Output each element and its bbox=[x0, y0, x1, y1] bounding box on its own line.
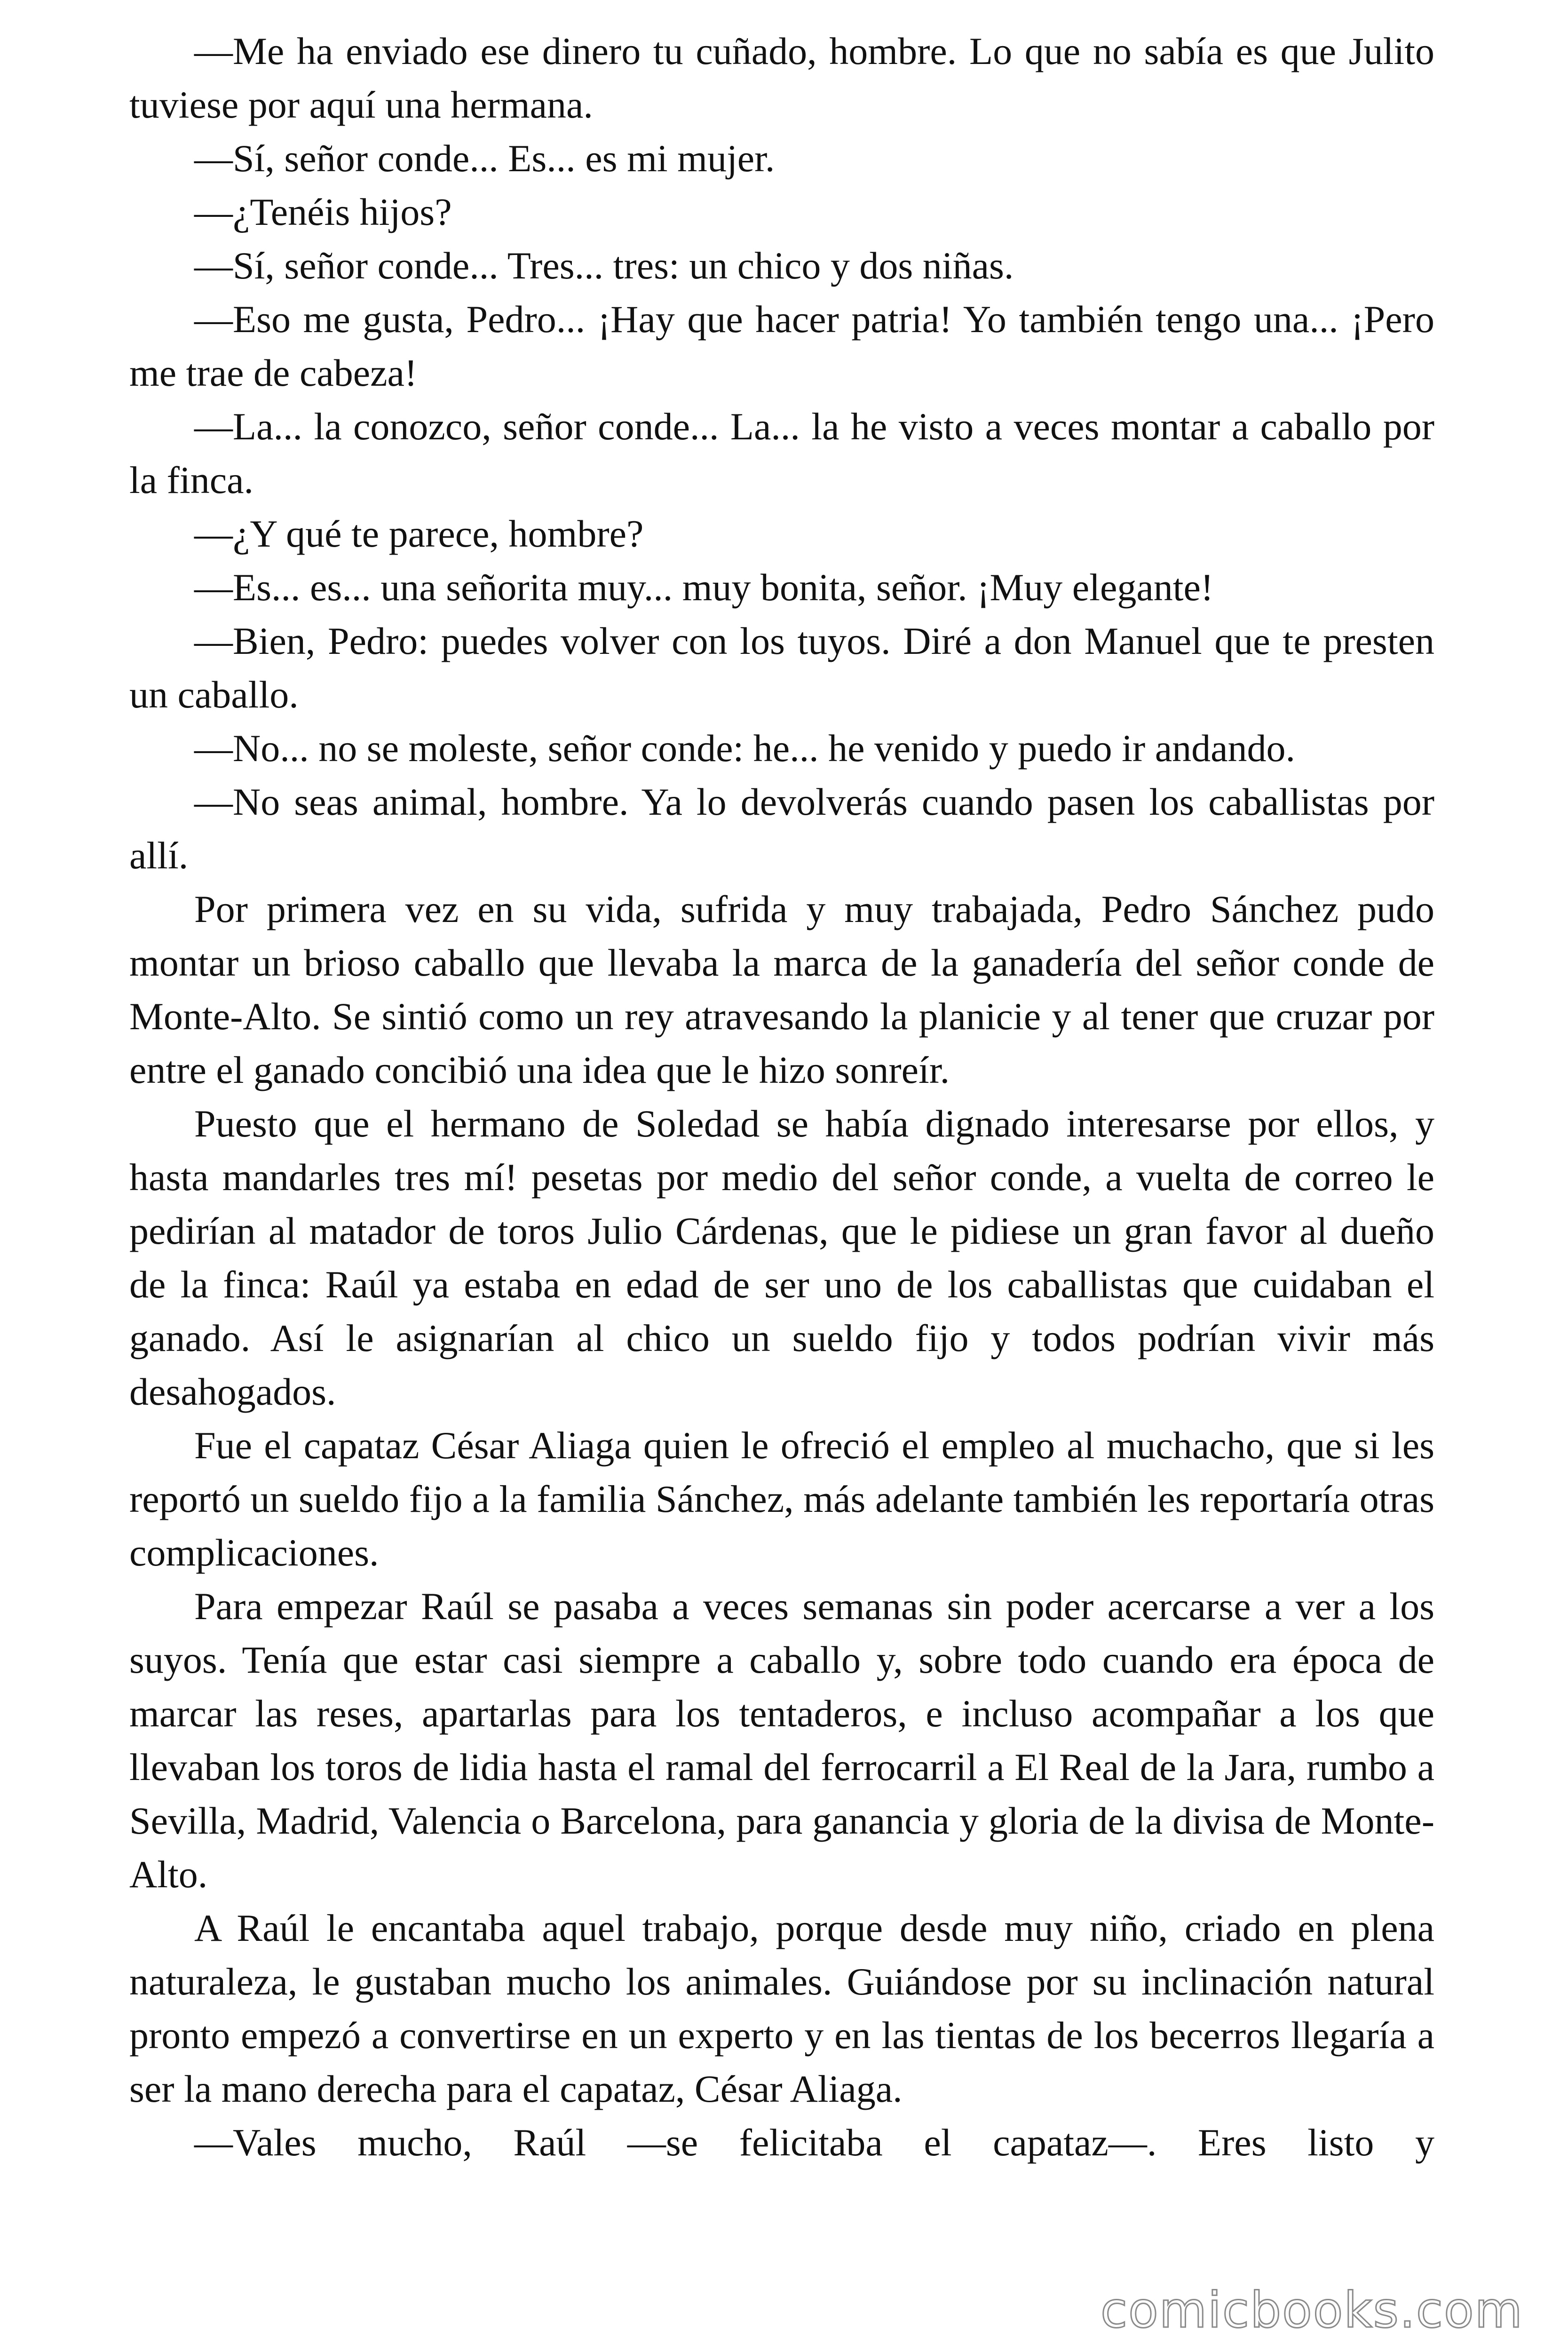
book-page bbox=[129, 24, 1434, 2169]
paragraph: —¿Y qué te parece, hombre? bbox=[194, 512, 644, 555]
paragraph: Puesto que el hermano de Soledad se había dignado interesarse por ellos, y hasta mandarles tres mí! pesetas por medio del señor conde, a vuelta de correo le pedirían al matador de toros Julio Cárdenas, que le pidiese un gran favor al dueño de la finca: Raúl ya estaba en edad de ser uno de los caballistas que cuidaban el ganado. Así le asignarían al chico un sueldo fijo y todos podrían vivir más desahogados. bbox=[129, 1102, 1434, 1413]
paragraph: —Sí, señor conde... Tres... tres: un chico y dos niñas. bbox=[194, 244, 1014, 287]
paragraph: Fue el capataz César Aliaga quien le ofreció el empleo al muchacho, que si les reportó un sueldo fijo a la familia Sánchez, más adelante también les reportaría otras complicaciones. bbox=[129, 1424, 1434, 1574]
paragraph: —No... no se moleste, señor conde: he... he venido y puedo ir andando. bbox=[194, 727, 1296, 770]
watermark-logo: comicbooks.com bbox=[1100, 2281, 1523, 2339]
paragraph: —No seas animal, hombre. Ya lo devolverás cuando pasen los caballistas por allí. bbox=[129, 780, 1434, 877]
paragraph: Para empezar Raúl se pasaba a veces semanas sin poder acercarse a ver a los suyos. Tenía que estar casi siempre a caballo y, sobre todo cuando era época de marcar las reses, apartarlas para los tentaderos, e incluso acompañar a los que llevaban los toros de lidia hasta el ramal del ferrocarril a El Real de la Jara, rumbo a Sevilla, Madrid, Valencia o Barcelona, para ganancia y gloria de la divisa de Monte-Alto. bbox=[129, 1585, 1434, 1896]
paragraph-continued: —Vales mucho, Raúl —se felicitaba el capataz—. Eres listo y bbox=[194, 2121, 1434, 2164]
paragraph: Por primera vez en su vida, sufrida y muy trabajada, Pedro Sánchez pudo montar un brioso caballo que llevaba la marca de la ganadería del señor conde de Monte-Alto. Se sintió como un rey atravesando la planicie y al tener que cruzar por entre el ganado concibió una idea que le hizo sonreír. bbox=[129, 888, 1434, 1091]
paragraph: A Raúl le encantaba aquel trabajo, porque desde muy niño, criado en plena naturaleza, le gustaban mucho los animales. Guiándose por su inclinación natural pronto empezó a convertirse en un experto y en las tientas de los becerros llegaría a ser la mano derecha para el capataz, César Aliaga. bbox=[129, 1907, 1434, 2110]
paragraph: —Sí, señor conde... Es... es mi mujer. bbox=[194, 137, 775, 180]
paragraph: —Eso me gusta, Pedro... ¡Hay que hacer patria! Yo también tengo una... ¡Pero me trae de cabeza! bbox=[129, 298, 1434, 394]
paragraph: —La... la conozco, señor conde... La... la he visto a veces montar a caballo por la finca. bbox=[129, 405, 1434, 501]
paragraph: —Bien, Pedro: puedes volver con los tuyos. Diré a don Manuel que te presten un caballo. bbox=[129, 620, 1434, 716]
paragraph: —Es... es... una señorita muy... muy bonita, señor. ¡Muy elegante! bbox=[194, 566, 1214, 609]
paragraph: —¿Tenéis hijos? bbox=[194, 191, 452, 233]
paragraph: —Me ha enviado ese dinero tu cuñado, hombre. Lo que no sabía es que Julito tuviese por aquí una hermana. bbox=[129, 30, 1434, 126]
